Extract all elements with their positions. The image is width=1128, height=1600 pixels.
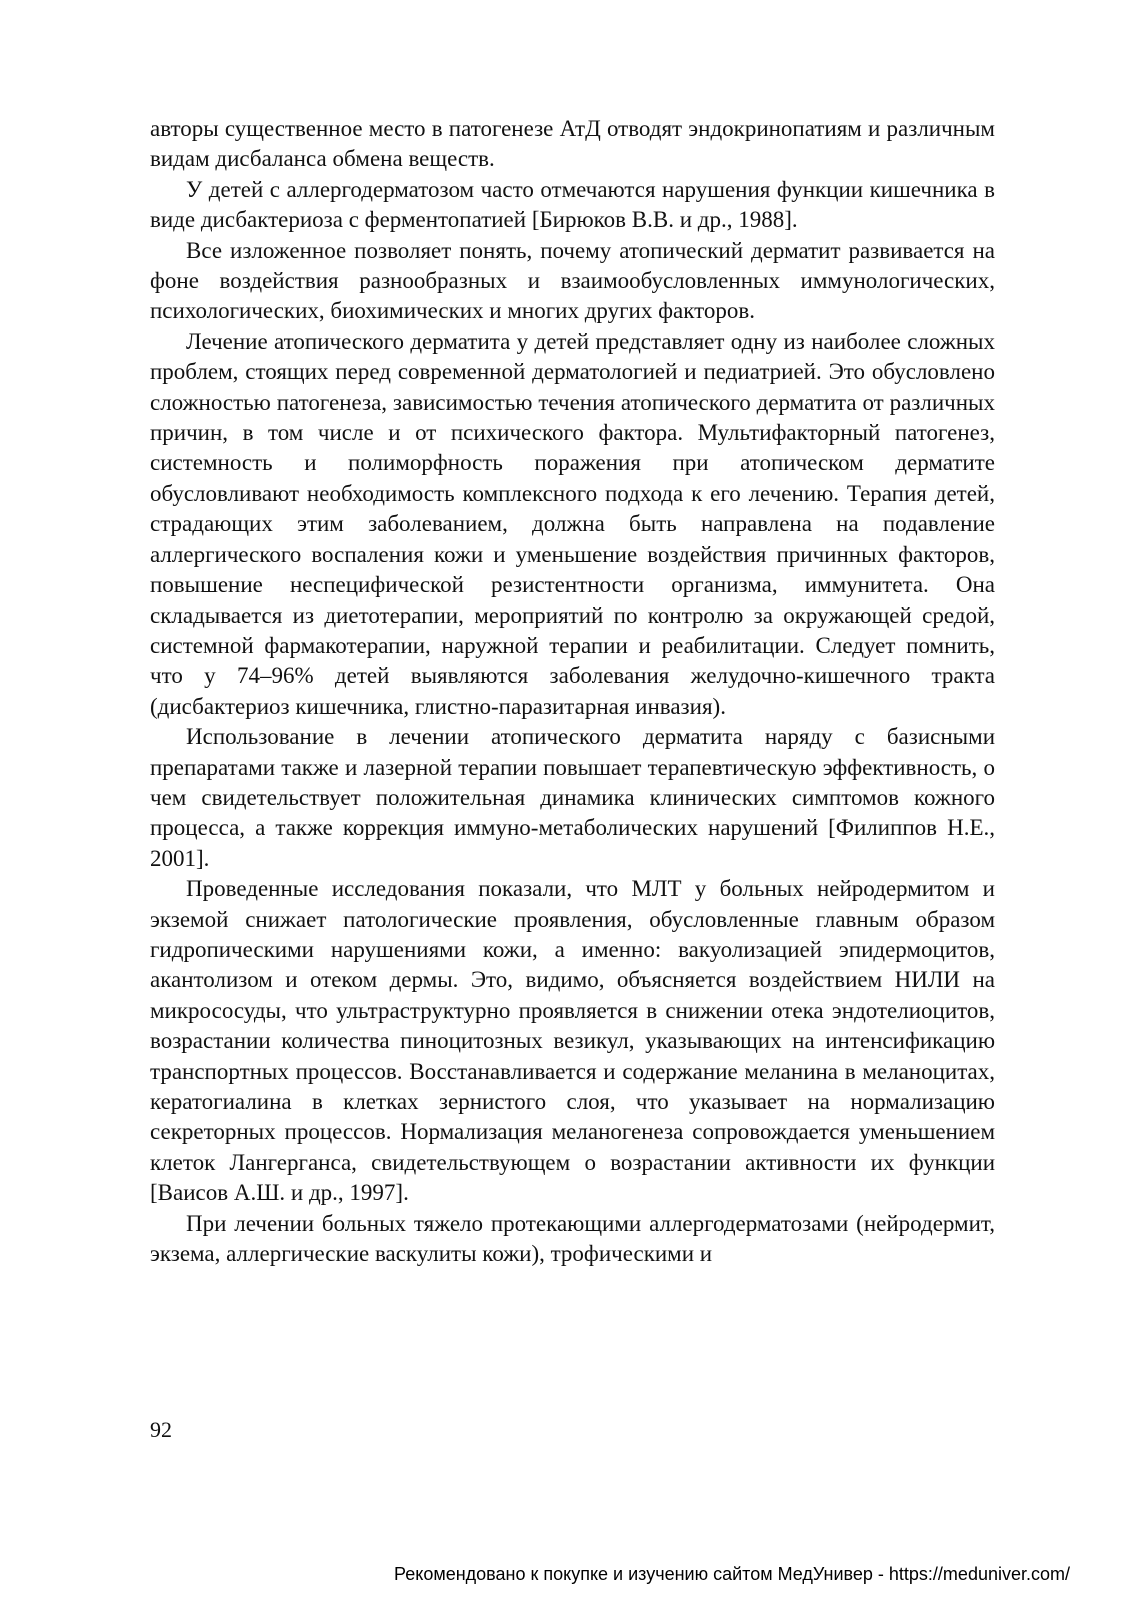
footer-recommendation: Рекомендовано к покупке и изучению сайтом МедУнивер - https://meduniver.com/ [394,1564,1070,1584]
paragraph-1: авторы существенное место в патогенезе АтД отводят эндокринопатиям и различным видам дисбаланса обмена веществ. [150,116,995,172]
paragraph-3: Все изложенное позволяет понять, почему атопический дерматит развивается на фоне воздействия разнообразных и взаимообусловленных иммунологических, психологических, биохимических и многих других факторов. [150,237,995,324]
paragraph-6: Проведенные исследования показали, что МЛТ у больных нейродермитом и экземой снижает патологические проявления, обусловленные главным образом гидропическими нарушениями кожи, а именно: вакуолизацией эпидермоцитов, акантолизом и отеком дермы. Это, видимо, объясняется воздействием НИЛИ на микрососуды, что ультраструктурно проявляется в снижении отека эндотелиоцитов, возрастании количества пиноцитозных везикул, указывающих на интенсификацию транспортных процессов. Восстанавливается и содержание меланина в меланоцитах, кератогиалина в клетках зернистого слоя, что указывает на нормализацию секреторных процессов. Нормализация меланогенеза сопровождается уменьшением клеток Лангерганса, свидетельствующем о возрастании активности их функции [Ваисов А.Ш. и др., 1997]. [150,876,995,1206]
paragraph-5: Использование в лечении атопического дерматита наряду с базисными препаратами также и лазерной терапии повышает терапевтическую эффективность, о чем свидетельствует положительная динамика клинических симптомов кожного процесса, а также коррекция иммуно-метаболических нарушений [Филиппов Н.Е., 2001]. [150,724,995,871]
paragraph-7: При лечении больных тяжело протекающими аллергодерматозами (нейродермит, экзема, аллергические васкулиты кожи), трофическими и [150,1210,995,1267]
page-number: 92 [150,1417,172,1442]
paragraph-2: У детей с аллергодерматозом часто отмечаются нарушения функции кишечника в виде дисбактериоза с ферментопатией [Бирюков В.В. и др., 1988]. [150,176,995,233]
paragraph-4: Лечение атопического дерматита у детей представляет одну из наиболее сложных проблем, стоящих перед современной дерматологией и педиатрией. Это обусловлено сложностью патогенеза, зависимостью течения атопического дерматита от различных причин, в том числе и от психического фактора. Мультифакторный патогенез, системность и полиморфность поражения при атопическом дерматите обусловливают необходимость комплексного подхода к его лечению. Терапия детей, страдающих этим заболеванием, должна быть направлена на подавление аллергического воспаления кожи и уменьшение воздействия причинных факторов, повышение неспецифической резистентности организма, иммунитета. Она складывается из диетотерапии, мероприятий по контролю за окружающей средой, системной фармакотерапии, наружной терапии и реабилитации. Следует помнить, что у 74–96% детей выявляются заболевания желудочно-кишечного тракта (дисбактериоз кишечника, глистно-паразитарная инвазия). [150,328,995,719]
body-text [150,114,995,1269]
